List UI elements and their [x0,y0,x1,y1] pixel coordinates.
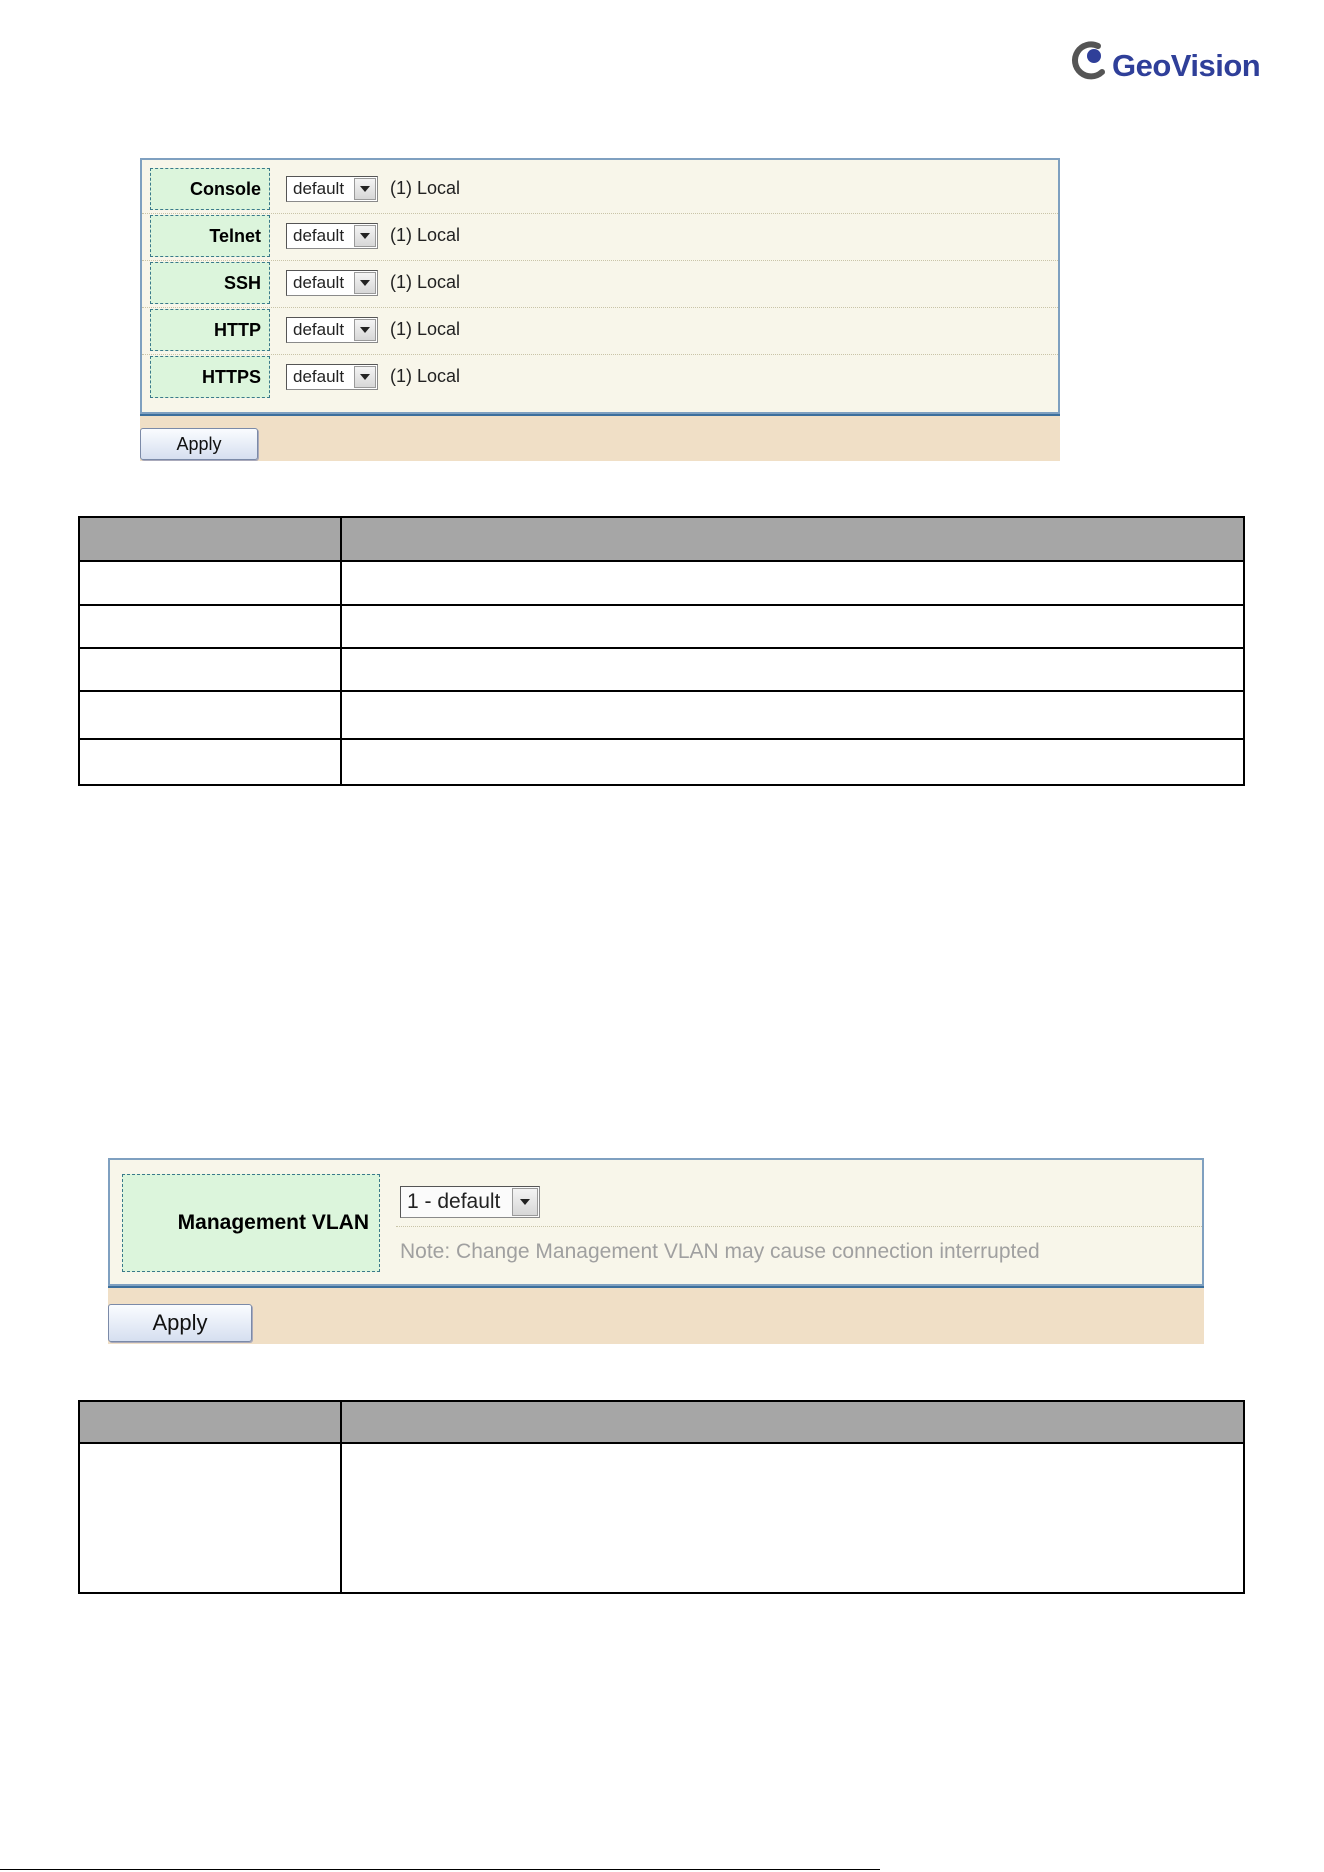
table-cell [341,691,1244,739]
auth-label-http: HTTP [150,309,270,351]
auth-label-telnet: Telnet [150,215,270,257]
table-cell [341,605,1244,648]
ssh-method-select[interactable]: default [286,270,378,296]
auth-row-http [142,309,1058,351]
auth-row-ssh [142,262,1058,304]
chevron-down-icon[interactable] [354,319,376,341]
table-row [79,648,1244,691]
chevron-down-icon[interactable] [512,1188,538,1216]
console-method-value: (1) Local [390,178,461,198]
http-method-value: (1) Local [390,319,461,339]
ssh-method-value: (1) Local [390,272,461,292]
management-vlan-label: Management VLAN [122,1174,380,1272]
table-header-row [79,1401,1244,1443]
console-method-select[interactable]: default [286,176,378,202]
table-cell [79,739,341,785]
management-vlan-note: Note: Change Management VLAN may cause connection interrupted [400,1240,1040,1263]
chevron-down-icon[interactable] [354,225,376,247]
vlan-apply-button[interactable]: Apply [108,1304,252,1342]
table-row [79,739,1244,785]
table-header-row [79,517,1244,561]
auth-method-form [140,158,1060,414]
table-row [79,561,1244,605]
auth-apply-button[interactable]: Apply [140,428,258,460]
table-cell [79,605,341,648]
table-cell [341,648,1244,691]
auth-method-table [78,516,1245,786]
table-header-cell [341,1401,1244,1443]
http-method-select[interactable]: default [286,317,378,343]
https-method-select[interactable]: default [286,364,378,390]
management-vlan-table [78,1400,1245,1594]
chevron-down-icon[interactable] [354,272,376,294]
table-cell [79,1443,341,1593]
table-cell [341,1443,1244,1593]
table-header-cell [79,1401,341,1443]
table-cell [79,561,341,605]
https-method-value: (1) Local [390,366,461,386]
auth-label-https: HTTPS [150,356,270,398]
logo-text: GeoVision [1112,48,1261,83]
footer-rule [0,1869,880,1870]
telnet-method-select[interactable]: default [286,223,378,249]
chevron-down-icon[interactable] [354,366,376,388]
chevron-down-icon[interactable] [354,178,376,200]
table-header-cell [79,517,341,561]
auth-label-ssh: SSH [150,262,270,304]
management-vlan-select[interactable]: 1 - default [400,1186,540,1218]
auth-method-panel [140,158,1060,461]
table-cell [79,648,341,691]
auth-row-telnet [142,215,1058,257]
table-header-cell [341,517,1244,561]
auth-label-console: Console [150,168,270,210]
table-cell [79,691,341,739]
table-row [79,691,1244,739]
management-vlan-form [108,1158,1204,1286]
table-cell [341,561,1244,605]
auth-row-https [142,356,1058,398]
table-row [79,1443,1244,1593]
management-vlan-panel [108,1158,1204,1344]
geovision-logo-icon [1068,38,1108,82]
auth-row-console [142,168,1058,210]
table-cell [341,739,1244,785]
telnet-method-value: (1) Local [390,225,461,245]
table-row [79,605,1244,648]
geovision-logo [1068,36,1261,88]
